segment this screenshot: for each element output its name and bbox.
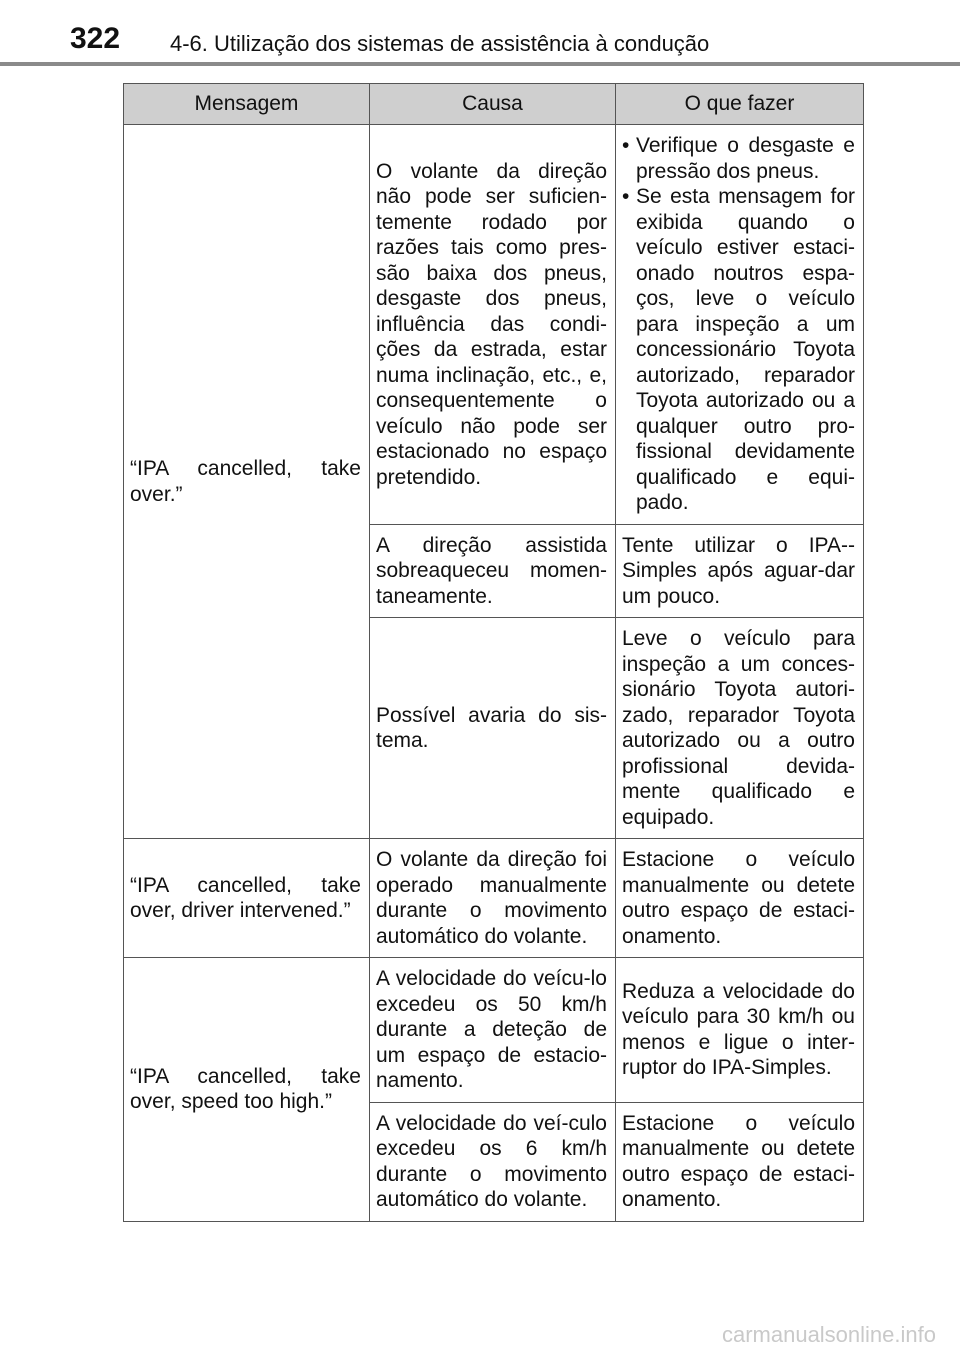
header-divider xyxy=(0,62,960,66)
action-cell: Tente utilizar o IPA--Simples após aguar-dar um pouco. xyxy=(616,524,864,618)
column-header-cause: Causa xyxy=(370,84,616,125)
table-row xyxy=(124,125,864,525)
page-number: 322 xyxy=(70,22,121,55)
action-bullet-list xyxy=(622,133,855,516)
action-cell: Estacione o veículo manualmente ou detete outro espaço de estaci-onamento. xyxy=(616,1102,864,1221)
message-cell: “IPA cancelled, take over.” xyxy=(124,125,370,839)
cause-cell: A velocidade do veí-culo excedeu os 6 km/h durante o movimento automático do volante. xyxy=(370,1102,616,1221)
cause-cell: O volante da direção não pode ser suficien-temente rodado por razões tais como pres-são baixa dos pneus, desgaste dos pneus, influência das condi-ções da estrada, estar numa inclinação, etc., e, consequentemente o veículo não pode ser estacionado no espaço pretendido. xyxy=(370,125,616,525)
table-row xyxy=(124,839,864,958)
column-header-action: O que fazer xyxy=(616,84,864,125)
action-bullet-item: • Verifique o desgaste e pressão dos pneus. xyxy=(622,133,855,184)
message-cell: “IPA cancelled, take over, speed too high.” xyxy=(124,958,370,1222)
cause-cell: A velocidade do veícu-lo excedeu os 50 km/h durante a deteção de um espaço de estacio-namento. xyxy=(370,958,616,1103)
column-header-message: Mensagem xyxy=(124,84,370,125)
action-cell: Estacione o veículo manualmente ou detete outro espaço de estaci-onamento. xyxy=(616,839,864,958)
action-cell: Leve o veículo para inspeção a um conces-sionário Toyota autori-zado, reparador Toyota autorizado ou a outro profissional devida-mente qualificado e equipado. xyxy=(616,618,864,839)
cause-cell: Possível avaria do sis-tema. xyxy=(370,618,616,839)
message-table xyxy=(123,83,864,1222)
watermark: carmanualsonline.info xyxy=(721,1322,936,1347)
section-title: 4-6. Utilização dos sistemas de assistência à condução xyxy=(170,31,710,56)
cause-cell: O volante da direção foi operado manualmente durante o movimento automático do volante. xyxy=(370,839,616,958)
action-cell: Reduza a velocidade do veículo para 30 km/h ou menos e ligue o inter-ruptor do IPA-Simples. xyxy=(616,958,864,1103)
action-bullet-item: • Se esta mensagem for exibida quando o veículo estiver estaci-onado noutros espa-ços, leve o veículo para inspeção a um concessionário Toyota autorizado, reparador Toyota autorizado ou a qualquer outro pro-fissional devidamente qualificado e equi-pado. xyxy=(622,184,855,516)
message-cell: “IPA cancelled, take over, driver intervened.” xyxy=(124,839,370,958)
table-row xyxy=(124,958,864,1103)
table-header-row xyxy=(124,84,864,125)
cause-cell: A direção assistida sobreaqueceu momen-taneamente. xyxy=(370,524,616,618)
action-cell xyxy=(616,125,864,525)
